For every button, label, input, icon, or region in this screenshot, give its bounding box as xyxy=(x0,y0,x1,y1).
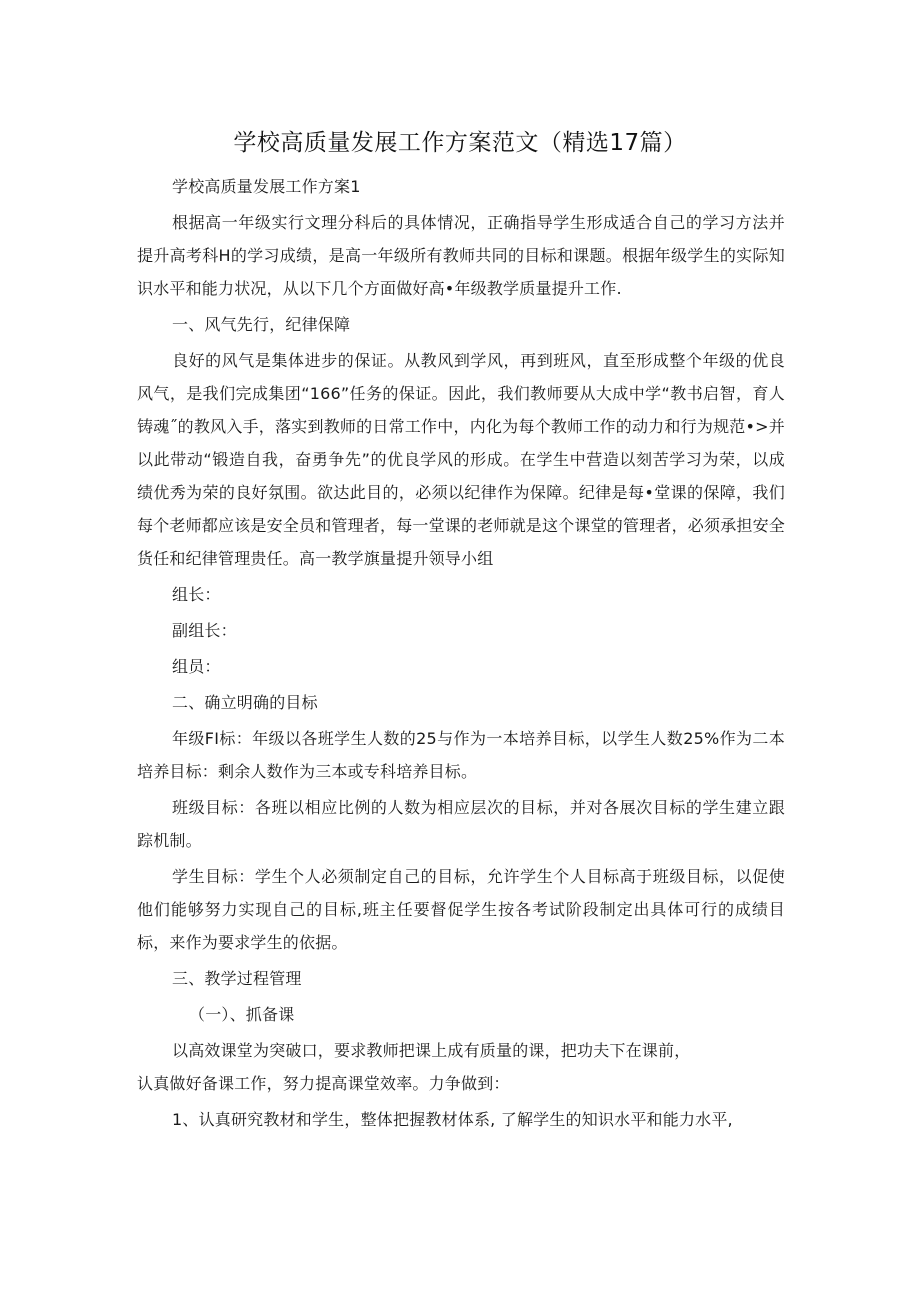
paragraph: 以高效课堂为突破口，要求教师把课上成有质量的课，把功夫下在课前， xyxy=(172,1041,691,1060)
section-heading: 学校高质量发展工作方案1 xyxy=(172,177,361,196)
paragraph: 组员： xyxy=(172,657,221,676)
section-heading: 一、风气先行，纪律保障 xyxy=(172,315,351,334)
subsection-heading: （一）、抓备课 xyxy=(189,1005,295,1024)
paragraph: 班级目标：各班以相应比例的人数为相应层次的目标，并对各展次目标的学生建立跟踪机制。 xyxy=(137,798,785,850)
section-heading: 三、教学过程管理 xyxy=(172,969,302,988)
section-heading: 二、确立明确的目标 xyxy=(172,693,318,712)
paragraph: 良好的风气是集体进步的保证。从教风到学风，再到班风，直至形成整个年级的优良风气，是我们完成集团“166”任务的保证。因此，我们教师要从大成中学“教书启智，育人铸魂˝的教风入手，落实到教师的日常工作中，内化为每个教师工作的动力和行为规范•>并以此带动“锻造自我，奋勇争先”的优良学风的形成。在学生中营造以刻苦学习为荣，以成绩优秀为荣的良好氛围。欲达此目的，必须以纪律作为保障。纪律是每•堂课的保障，我们每个老师都应该是安全员和管理者，每一堂课的老师就是这个课堂的管理者，必须承担安全货任和纪律管理贵任。高一教学旗量提升领导小组 xyxy=(137,351,786,568)
list-item: 1、认真研究教材和学生，整体把握教材体系, 了解学生的知识水平和能力水平, xyxy=(172,1110,733,1129)
document-title: 学校高质量发展工作方案范文（精选17篇） xyxy=(233,130,687,156)
paragraph: 副组长： xyxy=(172,621,237,640)
paragraph: 根据高一年级实行文理分科后的具体情况，正确指导学生形成适合自己的学习方法并提升高考科H的学习成绩，是高一年级所有教师共同的目标和课题。根据年级学生的实际知识水平和能力状况，从以下几个方面做好高•年级教学质量提升工作. xyxy=(137,213,785,298)
paragraph: 组长： xyxy=(172,585,221,604)
document-body xyxy=(137,170,785,1136)
paragraph: 年级FI标：年级以各班学生人数的25与作为一本培养目标，以学生人数25%作为二本培养目标：剩余人数作为三本或专科培养目标。 xyxy=(137,729,785,781)
paragraph: 认真做好备课工作，努力提高课堂效率。力争做到： xyxy=(137,1074,510,1093)
paragraph: 学生目标：学生个人必须制定自己的目标，允许学生个人目标高于班级目标，以促使他们能够努力实现自己的目标,班主任要督促学生按各考试阶段制定出具体可行的成绩目标，来作为要求学生的依据。 xyxy=(137,867,785,952)
